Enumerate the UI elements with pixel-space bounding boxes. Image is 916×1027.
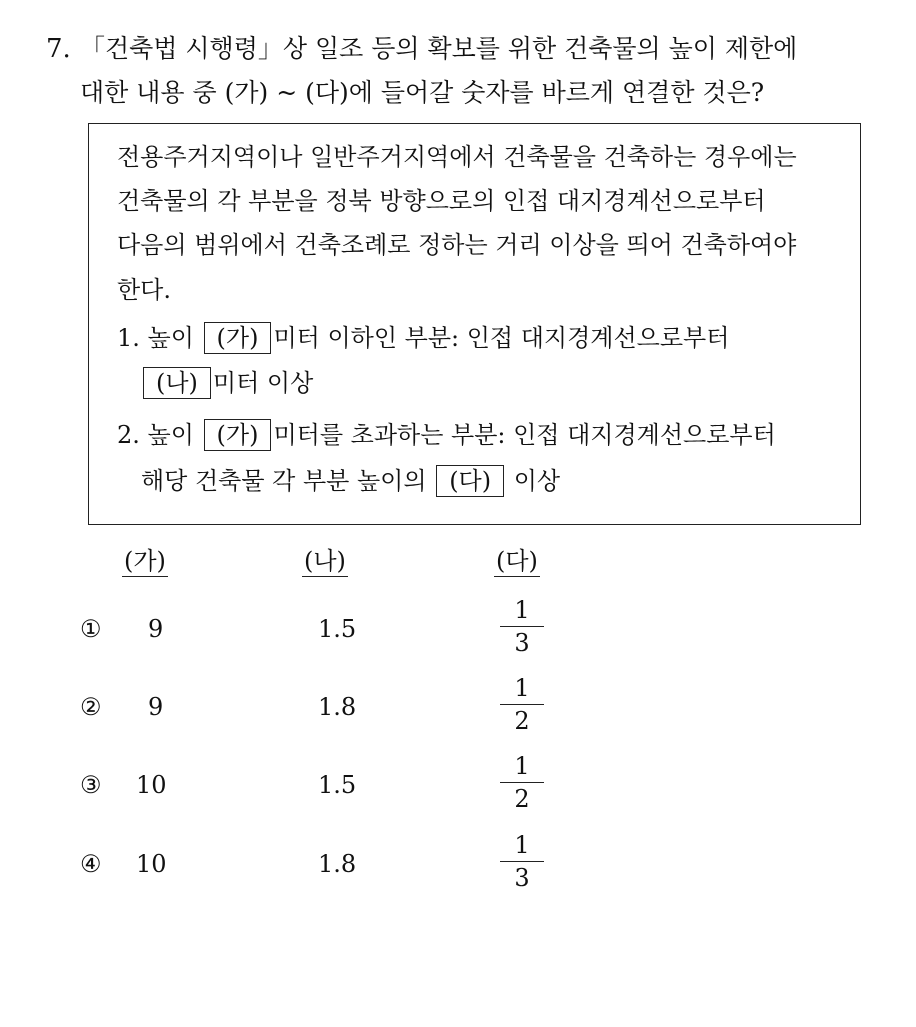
question-stem-line-2: 대한 내용 중 (가) ~ (다)에 들어갈 숫자를 바르게 연결한 것은?	[80, 78, 765, 107]
option-1-marker[interactable]: ①	[80, 615, 102, 643]
fraction-bar	[500, 782, 544, 783]
item-2-line2-prefix: 해당 건축물 각 부분 높이의	[141, 467, 427, 495]
item-2-prefix: 2. 높이	[117, 421, 194, 449]
item-1-suffix: 미터 이상	[212, 369, 314, 397]
fraction-bar	[500, 704, 544, 705]
option-3-value-ga: 10	[136, 771, 167, 799]
option-3-fraction-denominator: 2	[514, 785, 530, 813]
passage-line-3: 다음의 범위에서 건축조례로 정하는 거리 이상을 띄어 건축하여야	[117, 231, 797, 259]
option-1-fraction-denominator: 3	[514, 629, 530, 657]
option-1-value-ga: 9	[148, 615, 164, 643]
blank-na: (나)	[143, 367, 211, 399]
option-3-value-da	[500, 752, 544, 813]
option-1-fraction-numerator: 1	[514, 596, 530, 624]
option-1-value-na: 1.5	[318, 615, 357, 643]
option-4-value-na: 1.8	[318, 850, 357, 878]
option-1-value-da	[500, 596, 544, 657]
passage-item-1	[117, 322, 729, 354]
column-header-da: (다)	[496, 547, 538, 575]
item-1-prefix: 1. 높이	[117, 324, 194, 352]
option-4-marker[interactable]: ④	[80, 850, 102, 878]
option-2-value-da	[500, 674, 544, 735]
item-1-mid: 미터 이하인 부분: 인접 대지경계선으로부터	[273, 324, 730, 352]
fraction-bar	[500, 861, 544, 862]
fraction-bar	[500, 626, 544, 627]
passage-item-2-cont	[141, 465, 560, 497]
passage-item-2	[117, 419, 776, 451]
option-2-fraction-denominator: 2	[514, 707, 530, 735]
question-stem-line-1: 「건축법 시행령」상 일조 등의 확보를 위한 건축물의 높이 제한에	[80, 34, 798, 63]
option-4-value-ga: 10	[136, 850, 167, 878]
option-4-fraction-denominator: 3	[514, 864, 530, 892]
option-2-value-na: 1.8	[318, 693, 357, 721]
option-2-marker[interactable]: ②	[80, 693, 102, 721]
blank-da: (다)	[436, 465, 504, 497]
item-2-mid: 미터를 초과하는 부분: 인접 대지경계선으로부터	[273, 421, 776, 449]
option-2-value-ga: 9	[148, 693, 164, 721]
passage-item-1-cont	[141, 367, 313, 399]
option-3-fraction-numerator: 1	[514, 752, 530, 780]
passage-line-4: 한다.	[117, 276, 171, 304]
option-4-value-da	[500, 831, 544, 892]
option-2-fraction-numerator: 1	[514, 674, 530, 702]
question-number: 7.	[46, 34, 71, 64]
column-header-na: (나)	[304, 547, 346, 575]
blank-ga: (가)	[204, 322, 272, 354]
option-3-value-na: 1.5	[318, 771, 357, 799]
blank-ga-2: (가)	[204, 419, 272, 451]
passage-line-1: 전용주거지역이나 일반주거지역에서 건축물을 건축하는 경우에는	[117, 143, 797, 171]
column-header-ga: (가)	[124, 547, 166, 575]
item-2-suffix: 이상	[513, 467, 561, 495]
option-4-fraction-numerator: 1	[514, 831, 530, 859]
passage-line-2: 건축물의 각 부분을 정북 방향으로의 인접 대지경계선으로부터	[117, 187, 766, 215]
option-3-marker[interactable]: ③	[80, 771, 102, 799]
